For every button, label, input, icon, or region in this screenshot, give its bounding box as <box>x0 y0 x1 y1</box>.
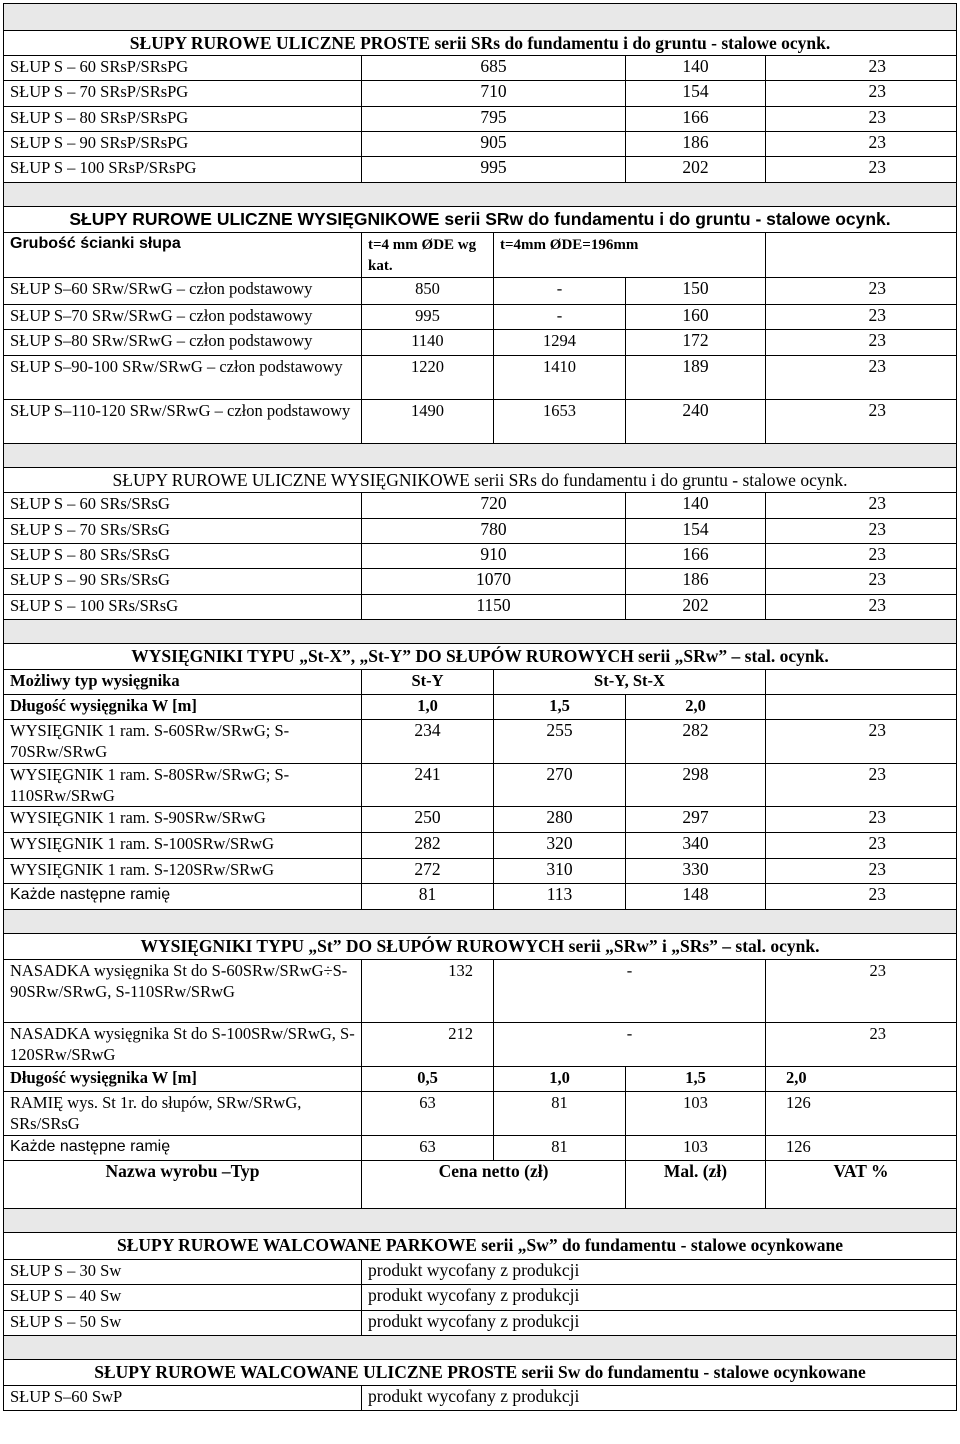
table-cell: 23 <box>766 1023 957 1067</box>
table-row <box>4 960 957 1023</box>
table-cell: - <box>494 1023 766 1067</box>
table-cell: 1150 <box>362 595 626 620</box>
table-cell: 154 <box>626 81 766 107</box>
table-cell <box>4 1336 957 1360</box>
table-cell: NASADKA wysięgnika St do S-60SRw/SRwG÷S-90SRw/SRwG, S-110SRw/SRwG <box>4 960 362 1023</box>
table-cell: 234 <box>362 720 494 764</box>
table-row <box>4 493 957 519</box>
table-row <box>4 859 957 884</box>
table-cell: 23 <box>766 107 957 132</box>
table-cell: produkt wycofany z produkcji <box>362 1311 957 1336</box>
table-cell <box>4 910 957 934</box>
table-cell: 186 <box>626 569 766 595</box>
table-cell: 150 <box>626 278 766 305</box>
table-cell: Każde następne ramię <box>4 884 362 910</box>
table-cell: SŁUP S–80 SRw/SRwG – człon podstawowy <box>4 330 362 356</box>
table-cell: 23 <box>766 56 957 81</box>
table-cell: Cena netto (zł) <box>362 1161 626 1209</box>
table-cell: 172 <box>626 330 766 356</box>
section-title: SŁUPY RUROWE ULICZNE WYSIĘGNIKOWE serii SRs do fundamentu i do gruntu - stalowe ocynk. <box>4 468 957 493</box>
table-cell: 81 <box>494 1092 626 1136</box>
table-cell: 23 <box>766 833 957 859</box>
table-cell: 23 <box>766 519 957 544</box>
table-cell: SŁUP S – 60 SRsP/SRsPG <box>4 56 362 81</box>
table-cell: 81 <box>362 884 494 910</box>
table-row <box>4 157 957 183</box>
table-cell: 850 <box>362 278 494 305</box>
table-cell: 320 <box>494 833 626 859</box>
table-cell: 23 <box>766 278 957 305</box>
table-cell: WYSIĘGNIK 1 ram. S-100SRw/SRwG <box>4 833 362 859</box>
table-cell: produkt wycofany z produkcji <box>362 1260 957 1285</box>
table-cell: 1490 <box>362 400 494 444</box>
table-cell: SŁUP S – 70 SRsP/SRsPG <box>4 81 362 107</box>
table-cell: 103 <box>626 1092 766 1136</box>
table-cell: 0,5 <box>362 1067 494 1092</box>
table-cell: 23 <box>766 157 957 183</box>
table-cell: t=4mm ØDE=196mm <box>494 233 766 278</box>
table-cell: 166 <box>626 107 766 132</box>
table-cell: 23 <box>766 720 957 764</box>
table-cell: 905 <box>362 132 626 157</box>
table-cell: SŁUP S – 90 SRsP/SRsPG <box>4 132 362 157</box>
price-list-sheet <box>3 3 956 1411</box>
table-cell: St-Y, St-X <box>494 670 766 695</box>
table-cell: 272 <box>362 859 494 884</box>
table-cell: 154 <box>626 519 766 544</box>
table-row <box>4 1023 957 1067</box>
table-cell: 995 <box>362 157 626 183</box>
table-row <box>4 400 957 444</box>
table-row <box>4 81 957 107</box>
thickness-row <box>4 233 957 278</box>
table-row <box>4 1386 957 1411</box>
table-cell: 280 <box>494 807 626 833</box>
table-cell: SŁUP S–110-120 SRw/SRwG – człon podstawowy <box>4 400 362 444</box>
table-cell: 1653 <box>494 400 626 444</box>
table-cell: 2,0 <box>626 695 766 720</box>
table-cell <box>4 620 957 644</box>
table-cell: 113 <box>494 884 626 910</box>
table-cell: 330 <box>626 859 766 884</box>
table-cell: 1,5 <box>494 695 626 720</box>
table-cell: 63 <box>362 1136 494 1161</box>
section-title: WYSIĘGNIKI TYPU „St” DO SŁUPÓW RUROWYCH serii „SRw” i „SRs” – stal. ocynk. <box>4 934 957 960</box>
table-cell: SŁUP S–90-100 SRw/SRwG – człon podstawowy <box>4 356 362 400</box>
table-cell <box>4 183 957 207</box>
table-cell <box>4 4 957 31</box>
table-cell: - <box>494 960 766 1023</box>
table-cell: 202 <box>626 595 766 620</box>
table-cell <box>4 444 957 468</box>
table-cell: 1070 <box>362 569 626 595</box>
table-cell: 140 <box>626 493 766 519</box>
table-cell: - <box>494 305 626 330</box>
table-row <box>4 807 957 833</box>
table-cell: 270 <box>494 764 626 807</box>
table-cell: Długość wysięgnika W [m] <box>4 695 362 720</box>
table-cell: 23 <box>766 330 957 356</box>
table-cell: 23 <box>766 493 957 519</box>
section-title: SŁUPY RUROWE WALCOWANE ULICZNE PROSTE serii Sw do fundamentu - stalowe ocynkowane <box>4 1360 957 1386</box>
table-cell: 23 <box>766 960 957 1023</box>
length-row <box>4 695 957 720</box>
table-cell: SŁUP S – 50 Sw <box>4 1311 362 1336</box>
table-cell: SŁUP S – 30 Sw <box>4 1260 362 1285</box>
table-row <box>4 330 957 356</box>
table-cell: SŁUP S – 80 SRs/SRsG <box>4 544 362 569</box>
table-cell: 23 <box>766 569 957 595</box>
table-cell: WYSIĘGNIK 1 ram. S-120SRw/SRwG <box>4 859 362 884</box>
table-cell: 1,0 <box>494 1067 626 1092</box>
table-row <box>4 764 957 807</box>
table-cell: 148 <box>626 884 766 910</box>
table-cell: 1294 <box>494 330 626 356</box>
table-cell: Grubość ścianki słupa <box>4 233 362 278</box>
table-cell: 23 <box>766 544 957 569</box>
table-cell: SŁUP S–70 SRw/SRwG – człon podstawowy <box>4 305 362 330</box>
section-title: SŁUPY RUROWE ULICZNE PROSTE serii SRs do fundamentu i do gruntu - stalowe ocynk. <box>4 31 957 56</box>
table-cell: SŁUP S – 80 SRsP/SRsPG <box>4 107 362 132</box>
table-cell: 23 <box>766 132 957 157</box>
table-cell: 63 <box>362 1092 494 1136</box>
table-cell: 23 <box>766 81 957 107</box>
table-cell: 23 <box>766 807 957 833</box>
table-cell: 23 <box>766 595 957 620</box>
table-row <box>4 1285 957 1311</box>
table-cell: 186 <box>626 132 766 157</box>
table-cell: 1220 <box>362 356 494 400</box>
table-cell: 23 <box>766 356 957 400</box>
section-title: SŁUPY RUROWE ULICZNE WYSIĘGNIKOWE serii SRw do fundamentu i do gruntu - stalowe ocynk. <box>4 207 957 233</box>
table-cell: NASADKA wysięgnika St do S-100SRw/SRwG, S-120SRw/SRwG <box>4 1023 362 1067</box>
table-cell: Każde następne ramię <box>4 1136 362 1161</box>
price-table <box>3 3 957 1411</box>
table-cell: SŁUP S – 100 SRs/SRsG <box>4 595 362 620</box>
table-cell: 241 <box>362 764 494 807</box>
table-cell <box>766 695 957 720</box>
table-row <box>4 884 957 910</box>
table-cell: 212 <box>362 1023 494 1067</box>
table-cell: 720 <box>362 493 626 519</box>
table-cell: SŁUP S–60 SRw/SRwG – człon podstawowy <box>4 278 362 305</box>
table-cell: 240 <box>626 400 766 444</box>
table-cell: produkt wycofany z produkcji <box>362 1386 957 1411</box>
table-cell: 189 <box>626 356 766 400</box>
table-row <box>4 107 957 132</box>
table-cell: produkt wycofany z produkcji <box>362 1285 957 1311</box>
table-cell: 282 <box>626 720 766 764</box>
table-cell: RAMIĘ wys. St 1r. do słupów, SRw/SRwG, SRs/SRsG <box>4 1092 362 1136</box>
table-cell: 23 <box>766 859 957 884</box>
table-cell: St-Y <box>362 670 494 695</box>
table-cell: 710 <box>362 81 626 107</box>
table-cell: 310 <box>494 859 626 884</box>
table-cell: SŁUP S – 100 SRsP/SRsPG <box>4 157 362 183</box>
table-cell: 297 <box>626 807 766 833</box>
table-cell: 1,5 <box>626 1067 766 1092</box>
table-cell: 910 <box>362 544 626 569</box>
table-cell <box>766 670 957 695</box>
table-cell: 282 <box>362 833 494 859</box>
table-cell: Możliwy typ wysięgnika <box>4 670 362 695</box>
table-cell: SŁUP S – 90 SRs/SRsG <box>4 569 362 595</box>
table-cell: Długość wysięgnika W [m] <box>4 1067 362 1092</box>
table-cell <box>4 1209 957 1233</box>
table-cell: Mal. (zł) <box>626 1161 766 1209</box>
table-row <box>4 1136 957 1161</box>
table-cell: 126 <box>766 1092 957 1136</box>
table-cell: 160 <box>626 305 766 330</box>
table-cell: 1140 <box>362 330 494 356</box>
table-cell: VAT % <box>766 1161 957 1209</box>
table-row <box>4 569 957 595</box>
table-cell: Nazwa wyrobu –Typ <box>4 1161 362 1209</box>
table-cell: 795 <box>362 107 626 132</box>
table-row <box>4 519 957 544</box>
table-cell: 2,0 <box>766 1067 957 1092</box>
table-cell: 780 <box>362 519 626 544</box>
table-cell: 166 <box>626 544 766 569</box>
table-cell <box>766 233 957 278</box>
table-cell: 298 <box>626 764 766 807</box>
column-header-row <box>4 1161 957 1209</box>
table-cell: 23 <box>766 764 957 807</box>
table-row <box>4 1260 957 1285</box>
table-cell: t=4 mm ØDE wg kat. <box>362 233 494 278</box>
table-cell: 1410 <box>494 356 626 400</box>
table-cell: WYSIĘGNIK 1 ram. S-60SRw/SRwG; S-70SRw/SRwG <box>4 720 362 764</box>
table-cell: 995 <box>362 305 494 330</box>
table-cell: 81 <box>494 1136 626 1161</box>
table-cell: SŁUP S–60 SwP <box>4 1386 362 1411</box>
table-cell: 250 <box>362 807 494 833</box>
section-title: WYSIĘGNIKI TYPU „St-X”, „St-Y” DO SŁUPÓW RUROWYCH serii „SRw” – stal. ocynk. <box>4 644 957 670</box>
table-cell: WYSIĘGNIK 1 ram. S-80SRw/SRwG; S-110SRw/SRwG <box>4 764 362 807</box>
table-cell: WYSIĘGNIK 1 ram. S-90SRw/SRwG <box>4 807 362 833</box>
table-cell: 685 <box>362 56 626 81</box>
table-cell: 202 <box>626 157 766 183</box>
table-row <box>4 833 957 859</box>
table-row <box>4 278 957 305</box>
type-row <box>4 670 957 695</box>
table-cell: 103 <box>626 1136 766 1161</box>
length-row <box>4 1067 957 1092</box>
table-row <box>4 1311 957 1336</box>
table-row <box>4 720 957 764</box>
table-row <box>4 1092 957 1136</box>
table-cell: 132 <box>362 960 494 1023</box>
section-title: SŁUPY RUROWE WALCOWANE PARKOWE serii „Sw” do fundamentu - stalowe ocynkowane <box>4 1233 957 1260</box>
table-row <box>4 305 957 330</box>
table-cell: 23 <box>766 305 957 330</box>
table-row <box>4 132 957 157</box>
table-row <box>4 595 957 620</box>
table-cell: SŁUP S – 70 SRs/SRsG <box>4 519 362 544</box>
table-cell: 23 <box>766 400 957 444</box>
table-cell: 255 <box>494 720 626 764</box>
table-cell: 140 <box>626 56 766 81</box>
table-row <box>4 544 957 569</box>
table-cell: SŁUP S – 40 Sw <box>4 1285 362 1311</box>
table-cell: - <box>494 278 626 305</box>
table-cell: 1,0 <box>362 695 494 720</box>
table-row <box>4 56 957 81</box>
table-cell: 23 <box>766 884 957 910</box>
table-cell: 340 <box>626 833 766 859</box>
table-cell: 126 <box>766 1136 957 1161</box>
table-row <box>4 356 957 400</box>
table-cell: SŁUP S – 60 SRs/SRsG <box>4 493 362 519</box>
